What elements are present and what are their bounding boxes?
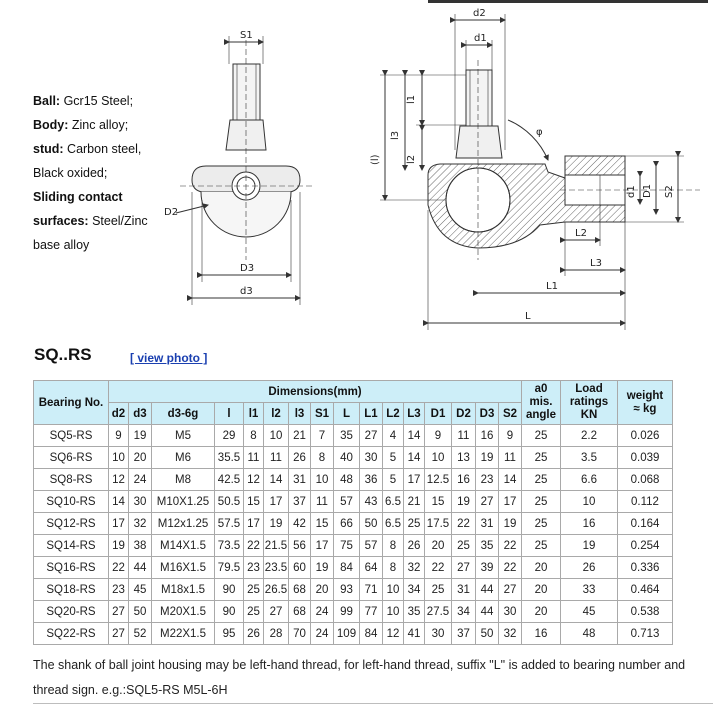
table-cell: 22 xyxy=(499,557,522,579)
label-side-d2: d2 xyxy=(473,8,486,19)
table-cell: 17 xyxy=(499,491,522,513)
table-cell: 14 xyxy=(499,469,522,491)
weight-header: weight ≈ kg xyxy=(618,381,673,425)
table-cell: 6.5 xyxy=(383,513,404,535)
table-cell: M22X1.5 xyxy=(152,623,215,645)
material-specs xyxy=(33,89,203,257)
bearing-cell: SQ12-RS xyxy=(34,513,109,535)
table-cell: 26 xyxy=(561,557,618,579)
table-cell: 20 xyxy=(311,579,334,601)
label-l3: l3 xyxy=(390,130,401,140)
table-cell: 26.5 xyxy=(264,579,289,601)
table-cell: 21 xyxy=(404,491,425,513)
table-cell: 19 xyxy=(311,557,334,579)
table-cell: 8 xyxy=(244,425,264,447)
label-D3: D3 xyxy=(240,263,255,274)
table-cell: 0.068 xyxy=(618,469,673,491)
table-cell: 45 xyxy=(561,601,618,623)
table-cell: 48 xyxy=(561,623,618,645)
label-l: (l) xyxy=(370,154,381,165)
table-cell: 39 xyxy=(476,557,499,579)
table-cell: M12x1.25 xyxy=(152,513,215,535)
table-row xyxy=(34,623,673,645)
table-cell: 30 xyxy=(360,447,383,469)
spec-line: Sliding contact xyxy=(33,190,123,204)
column-header: d2 xyxy=(109,403,129,425)
table-cell: 22 xyxy=(244,535,264,557)
table-cell: 19 xyxy=(452,491,476,513)
spec-line: base alloy xyxy=(33,238,90,252)
table-cell: 25 xyxy=(244,579,264,601)
label-s1: S1 xyxy=(240,30,253,41)
spec-line: Ball: Gcr15 Steel; xyxy=(33,94,134,108)
table-cell: 57.5 xyxy=(215,513,244,535)
table-cell: 20 xyxy=(129,447,152,469)
table-cell: 8 xyxy=(311,447,334,469)
table-row xyxy=(34,601,673,623)
table-cell: 30 xyxy=(129,491,152,513)
table-cell: 26 xyxy=(244,623,264,645)
column-header: D2 xyxy=(452,403,476,425)
table-cell: 22 xyxy=(109,557,129,579)
table-cell: 109 xyxy=(334,623,360,645)
table-cell: 12 xyxy=(109,469,129,491)
table-cell: 0.112 xyxy=(618,491,673,513)
label-L3: L3 xyxy=(590,258,602,269)
table-row xyxy=(34,425,673,447)
table-cell: 12.5 xyxy=(425,469,452,491)
table-cell: 27 xyxy=(109,601,129,623)
table-cell: 40 xyxy=(334,447,360,469)
table-cell: 16 xyxy=(452,469,476,491)
table-cell: 26 xyxy=(404,535,425,557)
table-cell: 20 xyxy=(425,535,452,557)
dimensions-header: Dimensions(mm) xyxy=(109,381,522,403)
table-cell: 50 xyxy=(129,601,152,623)
table-cell: 25 xyxy=(522,425,561,447)
table-row xyxy=(34,447,673,469)
table-cell: M18x1.5 xyxy=(152,579,215,601)
table-cell: 25 xyxy=(244,601,264,623)
table-cell: 31 xyxy=(452,579,476,601)
bearing-cell: SQ5-RS xyxy=(34,425,109,447)
table-cell: 19 xyxy=(561,535,618,557)
table-cell: 19 xyxy=(129,425,152,447)
table-cell: 9 xyxy=(499,425,522,447)
bearing-cell: SQ14-RS xyxy=(34,535,109,557)
table-cell: 35.5 xyxy=(215,447,244,469)
table-cell: 45 xyxy=(129,579,152,601)
bearing-cell: SQ22-RS xyxy=(34,623,109,645)
table-cell: 6.5 xyxy=(383,491,404,513)
thread-note: The shank of ball joint housing may be left-hand thread, for left-hand thread, suffix "L" is added to bearing number and thread sign. e.g.:SQL5-RS M5L-6H xyxy=(33,658,686,697)
table-cell: 14 xyxy=(109,491,129,513)
label-L1: L1 xyxy=(546,281,558,292)
bearing-cell: SQ18-RS xyxy=(34,579,109,601)
table-cell: 36 xyxy=(360,469,383,491)
table-cell: 17 xyxy=(244,513,264,535)
table-cell: 10 xyxy=(561,491,618,513)
table-cell: 44 xyxy=(129,557,152,579)
table-row xyxy=(34,491,673,513)
table-cell: 25 xyxy=(522,535,561,557)
table-cell: 79.5 xyxy=(215,557,244,579)
column-header: L xyxy=(334,403,360,425)
table-cell: 0.026 xyxy=(618,425,673,447)
table-cell: 24 xyxy=(311,623,334,645)
table-cell: 7 xyxy=(311,425,334,447)
column-header: S2 xyxy=(499,403,522,425)
table-cell: 11 xyxy=(452,425,476,447)
table-cell: 48 xyxy=(334,469,360,491)
table-cell: 9 xyxy=(109,425,129,447)
table-cell: 68 xyxy=(289,601,311,623)
table-cell: 5 xyxy=(383,447,404,469)
table-cell: 17 xyxy=(311,535,334,557)
table-cell: 0.336 xyxy=(618,557,673,579)
column-header: L1 xyxy=(360,403,383,425)
table-cell: 50.5 xyxy=(215,491,244,513)
table-cell: 3.5 xyxy=(561,447,618,469)
table-cell: 17 xyxy=(264,491,289,513)
table-cell: 0.039 xyxy=(618,447,673,469)
table-cell: 0.164 xyxy=(618,513,673,535)
table-cell: 20 xyxy=(522,557,561,579)
table-cell: M6 xyxy=(152,447,215,469)
table-cell: 11 xyxy=(499,447,522,469)
table-cell: 24 xyxy=(129,469,152,491)
label-S2: S2 xyxy=(664,185,675,198)
table-cell: 23 xyxy=(244,557,264,579)
table-cell: 25 xyxy=(404,513,425,535)
table-cell: 11 xyxy=(311,491,334,513)
table-cell: 50 xyxy=(476,623,499,645)
table-cell: 26 xyxy=(289,447,311,469)
table-cell: 12 xyxy=(244,469,264,491)
table-cell: M8 xyxy=(152,469,215,491)
table-cell: 0.464 xyxy=(618,579,673,601)
table-cell: 10 xyxy=(383,601,404,623)
label-D2: D2 xyxy=(164,207,179,218)
table-cell: 57 xyxy=(334,491,360,513)
table-cell: 21.5 xyxy=(264,535,289,557)
table-cell: 10 xyxy=(383,579,404,601)
bearing-cell: SQ8-RS xyxy=(34,469,109,491)
table-cell: 27.5 xyxy=(425,601,452,623)
spec-table xyxy=(33,380,673,645)
table-cell: 25 xyxy=(522,491,561,513)
table-cell: M14X1.5 xyxy=(152,535,215,557)
table-cell: 31 xyxy=(289,469,311,491)
table-cell: 37 xyxy=(289,491,311,513)
table-cell: 22 xyxy=(452,513,476,535)
table-cell: 37 xyxy=(452,623,476,645)
table-cell: 41 xyxy=(404,623,425,645)
table-cell: 15 xyxy=(311,513,334,535)
table-cell: 70 xyxy=(289,623,311,645)
table-row xyxy=(34,557,673,579)
table-cell: 10 xyxy=(109,447,129,469)
table-cell: 27 xyxy=(452,557,476,579)
table-cell: 25 xyxy=(452,535,476,557)
table-cell: 64 xyxy=(360,557,383,579)
table-cell: 14 xyxy=(404,425,425,447)
table-cell: 10 xyxy=(311,469,334,491)
table-row xyxy=(34,579,673,601)
bearing-cell: SQ16-RS xyxy=(34,557,109,579)
table-cell: 95 xyxy=(215,623,244,645)
table-cell: 11 xyxy=(244,447,264,469)
table-cell: 25 xyxy=(522,447,561,469)
table-cell: 22 xyxy=(425,557,452,579)
table-cell: 0.254 xyxy=(618,535,673,557)
table-cell: 0.713 xyxy=(618,623,673,645)
column-header: d3 xyxy=(129,403,152,425)
table-cell: 5 xyxy=(383,469,404,491)
table-cell: 27 xyxy=(109,623,129,645)
table-cell: 99 xyxy=(334,601,360,623)
table-cell: 13 xyxy=(452,447,476,469)
table-cell: 77 xyxy=(360,601,383,623)
table-cell: 25 xyxy=(522,469,561,491)
table-cell: 14 xyxy=(264,469,289,491)
table-cell: 66 xyxy=(334,513,360,535)
table-cell: 22 xyxy=(499,535,522,557)
table-cell: 30 xyxy=(425,623,452,645)
table-cell: 57 xyxy=(360,535,383,557)
table-cell: 19 xyxy=(476,447,499,469)
table-cell: 25 xyxy=(522,513,561,535)
table-cell: 34 xyxy=(452,601,476,623)
table-cell: 16 xyxy=(476,425,499,447)
angle-header: a0 mis. angle xyxy=(522,381,561,425)
table-cell: 16 xyxy=(561,513,618,535)
label-side-d1b: d1 xyxy=(626,185,637,198)
table-cell: 32 xyxy=(404,557,425,579)
table-cell: 17 xyxy=(109,513,129,535)
label-L2: L2 xyxy=(575,228,587,239)
load-header: Load ratings KN xyxy=(561,381,618,425)
table-cell: 19 xyxy=(499,513,522,535)
table-cell: M10X1.25 xyxy=(152,491,215,513)
column-header: D3 xyxy=(476,403,499,425)
table-cell: 6.6 xyxy=(561,469,618,491)
bearing-cell: SQ6-RS xyxy=(34,447,109,469)
table-cell: 42 xyxy=(289,513,311,535)
table-cell: 31 xyxy=(476,513,499,535)
label-L: L xyxy=(525,311,531,322)
label-side-d1: d1 xyxy=(474,33,487,44)
table-cell: 28 xyxy=(264,623,289,645)
table-cell: 27 xyxy=(360,425,383,447)
table-cell: 23 xyxy=(476,469,499,491)
table-cell: 23.5 xyxy=(264,557,289,579)
table-cell: 56 xyxy=(289,535,311,557)
table-cell: 23 xyxy=(109,579,129,601)
spec-line: surfaces: Steel/Zinc xyxy=(33,214,148,228)
bearing-header: Bearing No. xyxy=(34,381,109,425)
table-cell: 24 xyxy=(311,601,334,623)
table-cell: M20X1.5 xyxy=(152,601,215,623)
label-D1: D1 xyxy=(642,183,653,198)
table-cell: 15 xyxy=(244,491,264,513)
table-cell: 11 xyxy=(264,447,289,469)
spec-line: Black oxided; xyxy=(33,166,108,180)
table-cell: 32 xyxy=(129,513,152,535)
column-header: d3-6g xyxy=(152,403,215,425)
table-cell: 19 xyxy=(109,535,129,557)
bearing-cell: SQ20-RS xyxy=(34,601,109,623)
table-cell: 14 xyxy=(404,447,425,469)
column-header: D1 xyxy=(425,403,452,425)
table-cell: 35 xyxy=(404,601,425,623)
table-cell: 44 xyxy=(476,601,499,623)
table-cell: 20 xyxy=(522,579,561,601)
table-cell: 75 xyxy=(334,535,360,557)
table-cell: 71 xyxy=(360,579,383,601)
table-cell: 9 xyxy=(425,425,452,447)
view-photo-link[interactable]: [ view photo ] xyxy=(130,351,208,365)
table-cell: 25 xyxy=(425,579,452,601)
table-cell: M5 xyxy=(152,425,215,447)
table-cell: 27 xyxy=(499,579,522,601)
table-cell: 29 xyxy=(215,425,244,447)
column-header: L2 xyxy=(383,403,404,425)
bearing-cell: SQ10-RS xyxy=(34,491,109,513)
table-cell: 12 xyxy=(383,623,404,645)
label-phi: φ xyxy=(536,127,543,138)
table-cell: 33 xyxy=(561,579,618,601)
table-cell: 15 xyxy=(425,491,452,513)
table-cell: 68 xyxy=(289,579,311,601)
table-cell: 93 xyxy=(334,579,360,601)
table-cell: 43 xyxy=(360,491,383,513)
table-cell: 0.538 xyxy=(618,601,673,623)
table-cell: M16X1.5 xyxy=(152,557,215,579)
table-cell: 90 xyxy=(215,601,244,623)
table-cell: 34 xyxy=(404,579,425,601)
table-cell: 17 xyxy=(404,469,425,491)
table-cell: 10 xyxy=(425,447,452,469)
table-cell: 19 xyxy=(264,513,289,535)
table-cell: 21 xyxy=(289,425,311,447)
table-cell: 8 xyxy=(383,557,404,579)
table-cell: 50 xyxy=(360,513,383,535)
table-cell: 90 xyxy=(215,579,244,601)
spec-line: stud: Carbon steel, xyxy=(33,142,142,156)
page-title: SQ..RS xyxy=(34,345,92,364)
column-header: l3 xyxy=(289,403,311,425)
table-row xyxy=(34,469,673,491)
table-cell: 30 xyxy=(499,601,522,623)
table-cell: 10 xyxy=(264,425,289,447)
table-cell: 84 xyxy=(334,557,360,579)
table-cell: 60 xyxy=(289,557,311,579)
table-cell: 73.5 xyxy=(215,535,244,557)
label-l2: l2 xyxy=(406,154,417,164)
table-cell: 42.5 xyxy=(215,469,244,491)
table-cell: 35 xyxy=(476,535,499,557)
table-row xyxy=(34,535,673,557)
table-cell: 2.2 xyxy=(561,425,618,447)
table-cell: 38 xyxy=(129,535,152,557)
column-header: l2 xyxy=(264,403,289,425)
table-cell: 35 xyxy=(334,425,360,447)
table-cell: 44 xyxy=(476,579,499,601)
column-header: l xyxy=(215,403,244,425)
table-cell: 27 xyxy=(264,601,289,623)
table-cell: 20 xyxy=(522,601,561,623)
table-cell: 17.5 xyxy=(425,513,452,535)
bottom-rule xyxy=(33,703,713,704)
table-cell: 4 xyxy=(383,425,404,447)
table-cell: 8 xyxy=(383,535,404,557)
column-header: L3 xyxy=(404,403,425,425)
table-row xyxy=(34,513,673,535)
spec-line: Body: Zinc alloy; xyxy=(33,118,129,132)
table-cell: 84 xyxy=(360,623,383,645)
label-l1: l1 xyxy=(406,94,417,104)
column-header: S1 xyxy=(311,403,334,425)
label-d3: d3 xyxy=(240,286,253,297)
column-header: l1 xyxy=(244,403,264,425)
side-view xyxy=(380,14,700,330)
table-cell: 52 xyxy=(129,623,152,645)
table-cell: 16 xyxy=(522,623,561,645)
table-cell: 32 xyxy=(499,623,522,645)
table-cell: 27 xyxy=(476,491,499,513)
